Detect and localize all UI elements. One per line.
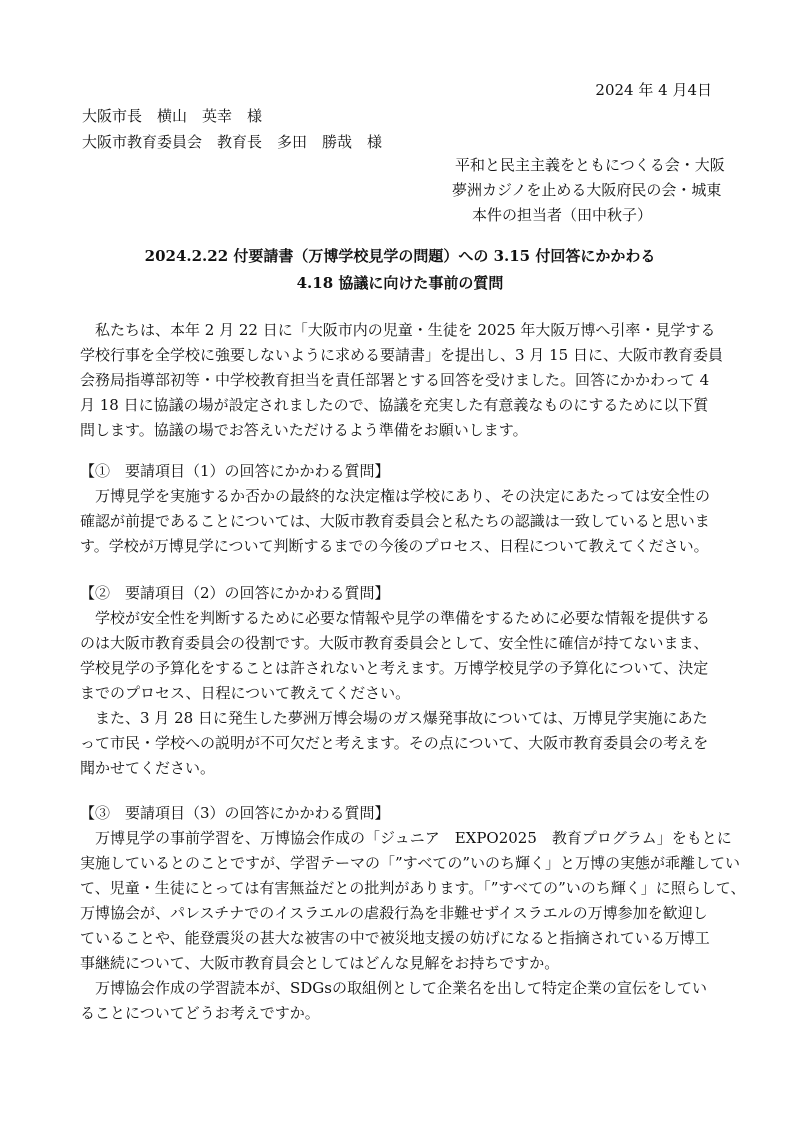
section-line: ていることや、能登震災の甚大な被害の中で被災地支援の妨げになると指摘されている万博工	[80, 929, 710, 947]
section-heading: 【① 要請項目（1）の回答にかかわる質問】	[80, 462, 390, 480]
section-line: 確認が前提であることについては、大阪市教育委員会と私たちの認識は一致していると思いま	[80, 512, 710, 530]
section-2	[80, 581, 720, 781]
addressee-superintendent: 大阪市教育委員会 教育長 多田 勝哉 様	[82, 133, 383, 151]
intro-line: 私たちは、本年 2 月 22 日に「大阪市内の児童・生徒を 2025 年大阪万博へ引率・見学する	[80, 321, 716, 339]
intro-line: 月 18 日に協議の場が設定されましたので、協議を充実した有意義なものにするために以下質	[80, 396, 709, 414]
section-1	[80, 459, 720, 559]
sender-org-2: 夢洲カジノを止める大阪府民の会・城東	[452, 181, 722, 199]
section-line: 万博見学の事前学習を、万博協会作成の「ジュニア EXPO2025 教育プログラム」をもとに	[80, 829, 732, 847]
section-line: 学校見学の予算化をすることは許されないと考えます。万博学校見学の予算化について、決定	[80, 659, 709, 677]
intro-line: 問します。協議の場でお答えいただけるよう準備をお願いします。	[80, 421, 528, 439]
section-3	[80, 801, 746, 1026]
section-line: 万博見学を実施するか否かの最終的な決定権は学校にあり、その決定にあたっては安全性の	[80, 487, 711, 505]
section-line: までのプロセス、日程について教えてください。	[80, 684, 411, 702]
section-heading: 【③ 要請項目（3）の回答にかかわる質問】	[80, 804, 390, 822]
document-title-line-1: 2024.2.22 付要請書（万博学校見学の問題）への 3.15 付回答にかかわる	[144, 247, 656, 265]
section-line: 万博協会作成の学習読本が、SDGsの取組例として企業名を出して特定企業の宣伝をしてい	[80, 979, 707, 997]
document-date: 2024 年 4 月4日	[595, 81, 712, 99]
sender-org-1: 平和と民主主義をともにつくる会・大阪	[455, 156, 725, 174]
addressee-mayor: 大阪市長 横山 英幸 様	[82, 107, 263, 125]
section-line: のは大阪市教育委員会の役割です。大阪市教育委員会として、安全性に確信が持てないまま、	[80, 634, 709, 652]
section-line: す。学校が万博見学について判断するまでの今後のプロセス、日程について教えてください。	[80, 537, 709, 555]
section-line: 事継続について、大阪市教育員会としてはどんな見解をお持ちですか。	[80, 954, 560, 972]
intro-line: 学校行事を全学校に強要しないように求める要請書」を提出し、3 月 15 日に、大阪市教育委員	[80, 346, 723, 364]
section-line: ることについてどうお考えですか。	[80, 1004, 320, 1022]
section-line: 万博協会が、パレスチナでのイスラエルの虐殺行為を非難せずイスラエルの万博参加を歓迎し	[80, 904, 708, 922]
section-line: て、児童・生徒にとっては有害無益だとの批判があります。「”すべての”いのち輝く」に照らして、	[80, 879, 746, 897]
section-heading: 【② 要請項目（2）の回答にかかわる質問】	[80, 584, 390, 602]
contact-person: 本件の担当者（田中秋子）	[472, 206, 653, 224]
section-line: 実施しているとのことですが、学習テーマの「”すべての”いのち輝く」と万博の実態が乖離してい	[80, 854, 741, 872]
section-line: って市民・学校への説明が不可欠だと考えます。その点について、大阪市教育委員会の考えを	[80, 734, 709, 752]
intro-paragraph	[80, 318, 723, 443]
section-line: また、3 月 28 日に発生した夢洲万博会場のガス爆発事故については、万博見学実施にあた	[80, 709, 708, 727]
section-line: 学校が安全性を判断するために必要な情報や見学の準備をするために必要な情報を提供する	[80, 609, 711, 627]
document-title-line-2: 4.18 協議に向けた事前の質問	[296, 274, 504, 292]
section-line: 聞かせてください。	[80, 759, 216, 777]
intro-line: 会務局指導部初等・中学校教育担当を責任部署とする回答を受けました。回答にかかわって 4	[80, 371, 710, 389]
